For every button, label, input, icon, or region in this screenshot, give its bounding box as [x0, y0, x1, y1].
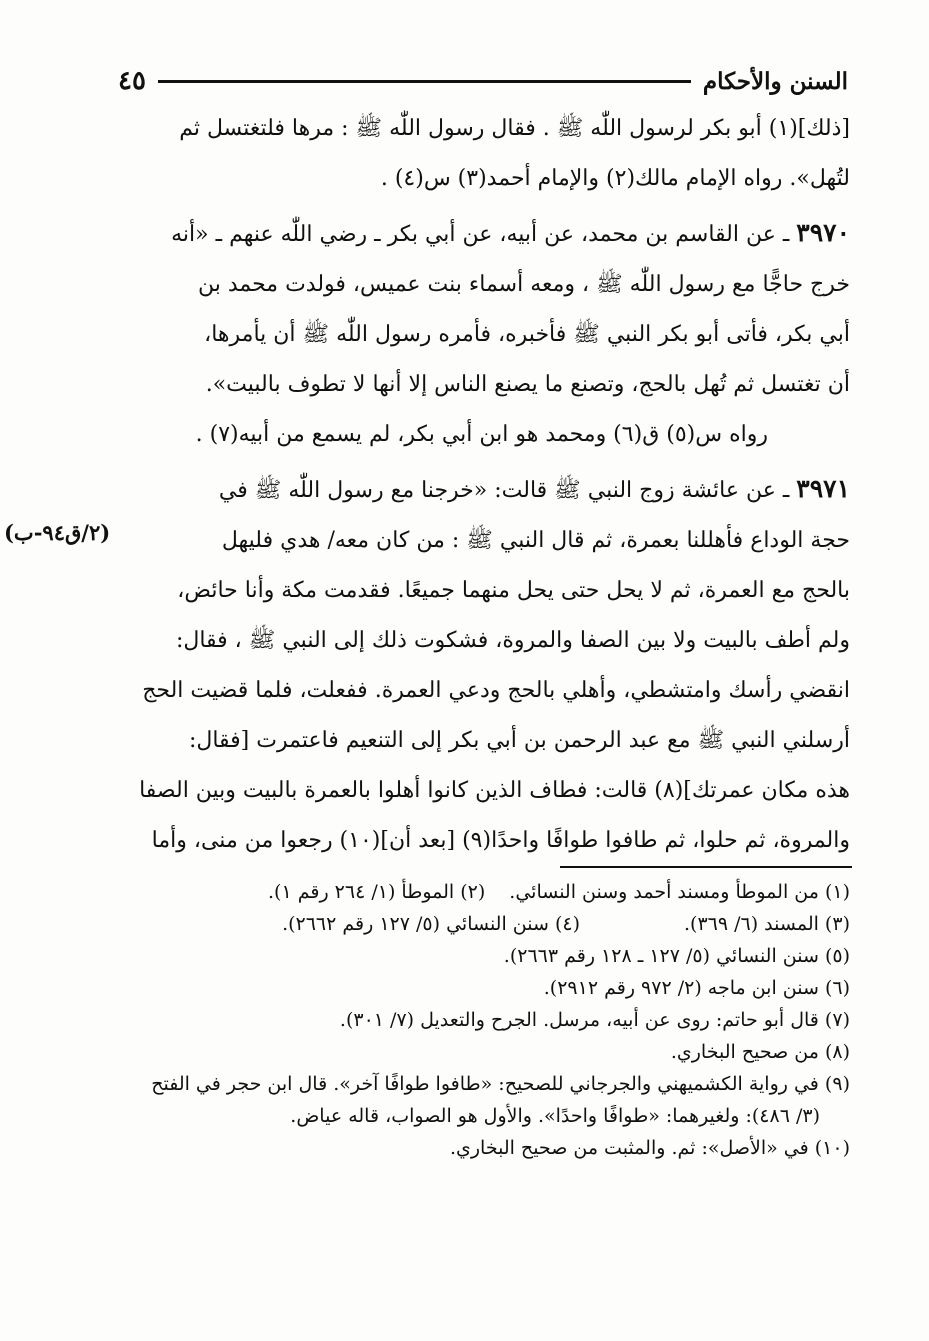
footnote-row	[118, 908, 850, 940]
hadith-text: ـ عن القاسم بن محمد، عن أبيه، عن أبي بكر ـ رضي اللّٰه عنهم ـ «أنه	[171, 222, 790, 247]
footnote-5: (٥) سنن النسائي (٥/ ١٢٧ ـ ١٢٨ رقم ٢٦٦٣).	[503, 945, 850, 967]
footnote-4: (٤) سنن النسائي (٥/ ١٢٧ رقم ٢٦٦٢).	[282, 913, 580, 935]
paragraph-continuation	[118, 104, 850, 204]
hadith-number: ٣٩٧١	[796, 474, 850, 503]
text-line: حجة الوداع فأهللنا بعمرة، ثم قال النبي ﷺ : من كان معه/ هدي فليهل	[221, 528, 850, 553]
hadith-text: ـ عن عائشة زوج النبي ﷺ قالت: «خرجنا مع رسول اللّٰه ﷺ في	[218, 478, 790, 503]
manuscript-folio-note: (٢/ق٩٤-ب)	[4, 520, 111, 545]
text-line	[118, 464, 850, 516]
hadith-number: ٣٩٧٠	[796, 218, 850, 247]
source-line: رواه س(٥) ق(٦) ومحمد هو ابن أبي بكر، لم يسمع من أبيه(٧) .	[195, 422, 768, 447]
text-line: [ذلك](١) أبو بكر لرسول اللّٰه ﷺ . فقال رسول اللّٰه ﷺ : مرها فلتغتسل ثم	[179, 116, 850, 141]
footnote-2: (٢) الموطأ (١/ ٢٦٤ رقم ١).	[268, 881, 486, 903]
footnote-6: (٦) سنن ابن ماجه (٢/ ٩٧٢ رقم ٢٩١٢).	[543, 977, 850, 999]
text-line: خرج حاجًّا مع رسول اللّٰه ﷺ ، ومعه أسماء بنت عميس، فولدت محمد بن	[197, 272, 850, 297]
header-rule	[158, 80, 691, 83]
footnote-7: (٧) قال أبو حاتم: روى عن أبيه، مرسل. الجرح والتعديل (٧/ ٣٠١).	[339, 1009, 850, 1031]
page-header	[118, 64, 848, 98]
footnote-9: (٩) في رواية الكشميهني والجرجاني للصحيح: «طافوا طوافًا آخر». قال ابن حجر في الفتح	[151, 1073, 850, 1095]
main-text	[118, 104, 850, 866]
text-line: أرسلني النبي ﷺ مع عبد الرحمن بن أبي بكر إلى التنعيم فاعتمرت [فقال:	[188, 728, 850, 753]
footnote-row	[118, 876, 850, 908]
text-line: هذه مكان عمرتك](٨) قالت: فطاف الذين كانوا أهلوا بالعمرة بالبيت وبين الصفا	[139, 778, 850, 803]
hadith-3971	[118, 464, 850, 866]
footnote-3: (٣) المسند (٦/ ٣٦٩).	[683, 913, 850, 935]
footnote-1: (١) من الموطأ ومسند أحمد وسنن النسائي.	[509, 881, 850, 903]
running-title: السنن والأحكام	[702, 67, 848, 95]
text-line: أن تغتسل ثم تُهل بالحج، وتصنع ما يصنع الناس إلا أنها لا تطوف بالبيت».	[205, 372, 850, 397]
page-number: ٤٥	[118, 66, 146, 96]
footnotes	[118, 876, 850, 1164]
footnote-10: (١٠) في «الأصل»: ثم. والمثبت من صحيح البخاري.	[449, 1137, 850, 1159]
text-line: انقضي رأسك وامتشطي، وأهلي بالحج ودعي العمرة. ففعلت، فلما قضيت الحج	[142, 678, 850, 703]
text-line: لتُهل». رواه الإمام مالك(٢) والإمام أحمد(٣) س(٤) .	[380, 166, 850, 191]
text-line	[118, 208, 850, 260]
text-line: والمروة، ثم حلوا، ثم طافوا طوافًا واحدًا(٩) [بعد أن](١٠) رجعوا من منى، وأما	[151, 828, 850, 853]
footnote-rule	[560, 866, 852, 868]
hadith-3970	[118, 208, 850, 460]
text-line: أبي بكر، فأتى أبو بكر النبي ﷺ فأخبره، فأمره رسول اللّٰه ﷺ أن يأمرها،	[204, 322, 850, 347]
footnote-9-continued: (٣/ ٤٨٦): ولغيرهما: «طوافًا واحدًا». والأول هو الصواب، قاله عياض.	[290, 1105, 820, 1127]
footnote-8: (٨) من صحيح البخاري.	[670, 1041, 850, 1063]
text-line: ولم أطف بالبيت ولا بين الصفا والمروة، فشكوت ذلك إلى النبي ﷺ ، فقال:	[175, 628, 850, 653]
text-line: بالحج مع العمرة، ثم لا يحل حتى يحل منهما جميعًا. فقدمت مكة وأنا حائض،	[177, 578, 850, 603]
